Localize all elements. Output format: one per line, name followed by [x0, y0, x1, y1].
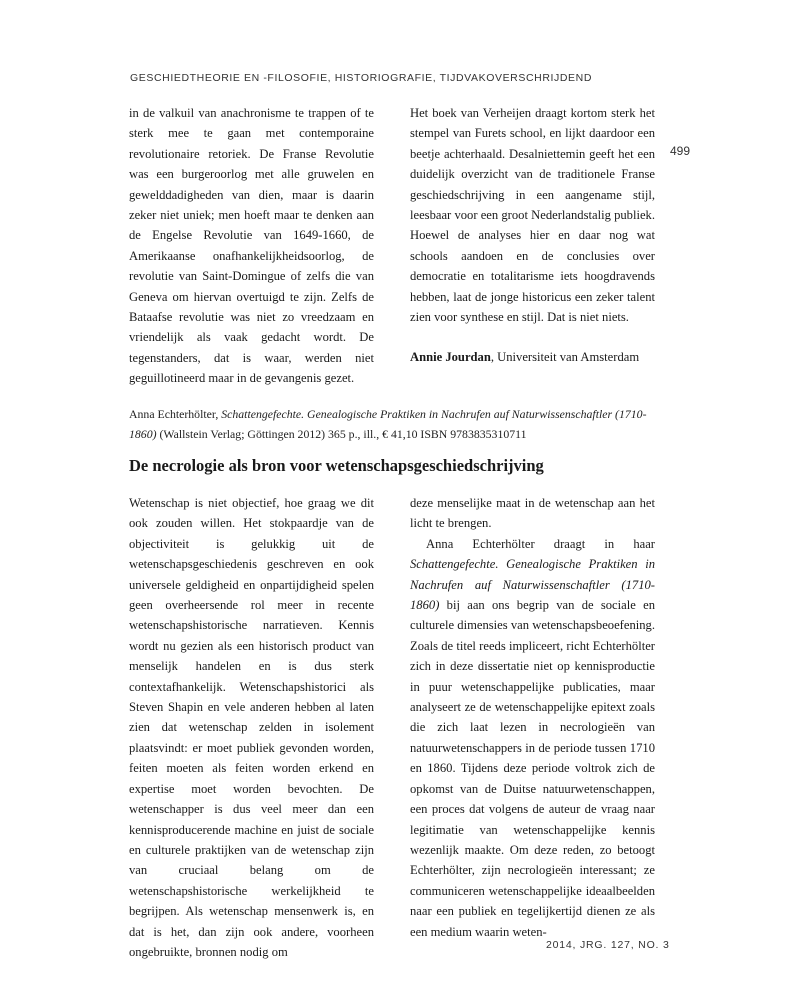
- paragraph: in de valkuil van anachronisme te trappen of te sterk mee te gaan met contemporaine revolutionaire retoriek. De Franse Revolutie was een burgeroorlog met alle gruwelen en gewelddadigheden van dien, maar is daarin zeker niet uniek; men hoeft maar te denken aan de Engelse Revolutie van 1649-1660, de Amerikaanse onafhankelijkheidsoorlog, de revolutie van Saint-Domingue of zelfs die van Geneva om hiervan overtuigd te zijn. Zelfs de Bataafse revolutie was niet zo vreedzaam en vriendelijk als vaak gedacht wordt. De tegenstanders, dat is waar, werden niet geguillotineerd maar in de gevangenis gezet.: [129, 106, 374, 386]
- citation-details: (Wallstein Verlag; Göttingen 2012) 365 p., ill., € 41,10 ISBN 9783835310711: [156, 427, 527, 441]
- book-title-italic: Schattengefechte. Genealogische Praktiken in Nachrufen auf Naturwissenschaftler: [410, 557, 655, 592]
- review-right-column: [410, 493, 655, 942]
- running-head: [130, 72, 690, 158]
- previous-review-left-column: [129, 103, 374, 389]
- review-left-column: [129, 493, 374, 962]
- book-years-italic: (1710-1860): [410, 577, 655, 613]
- text-run: Anna Echterhölter draagt in haar: [426, 536, 655, 551]
- paragraph: Het boek van Verheijen draagt kortom sterk het stempel van Furets school, en lijkt daardoor een beetje achterhaald. Desalniettemin geeft het een duidelijk overzicht van de traditionele Franse geschiedschrijving in een aangename stijl, leesbaar voor een groot Nederlandstalig publiek. Hoewel de analyses hier en daar nog wat schools aandoen en de conclusies over democratie en totalitarisme iets hoogdravends hebben, laat de jonge historicus een zeker talent zien voor synthese en stijl. Dat is niet niets.: [410, 106, 655, 325]
- reviewer-affiliation: , Universiteit van Amsterdam: [490, 350, 640, 365]
- paragraph: [410, 534, 655, 942]
- paragraph: Wetenschap is niet objectief, hoe graag we dit ook zouden willen. Het stokpaardje van de objectiviteit is gelukkig uit de wetenschapsgeschiedenis geschreven en ook universele geldigheid en onpartijdigheid spelen geen overheersende rol meer in recente wetenschapshistorische narratieven. Kennis wordt nu gezien als een historisch product van menselijk handelen en is dus sterk contextafhankelijk. Wetenschapshistorici als Steven Shapin en vele anderen hebben al laten zien dat wetenschap zelden in isolement plaatsvindt: er moet publiek gevonden worden, feiten moeten als feiten worden erkend en expertise moet worden bevochten. De wetenschapper is dus veel meer dan een kennisproducerende machine en juist de sociale en culturele praktijken van de wetenschap zijn van cruciaal belang om de wetenschapshistorische werkelijkheid te begrijpen. Als wetenschap mensenwerk is, en dat is het, dan zijn ook andere, voorheen ongebruikte, bronnen nodig om: [129, 496, 374, 959]
- citation-title: Schattengefechte. Genealogische Praktiken in Nachrufen auf Naturwissenschaftler: [221, 407, 613, 421]
- previous-review-right-column: [410, 103, 655, 368]
- page-number: 499: [669, 144, 690, 158]
- footer-issue: 2014, JRG. 127, NO. 3: [546, 939, 670, 951]
- citation-author: Anna Echterhölter,: [129, 407, 222, 421]
- reviewer-name: Annie Jourdan: [410, 350, 491, 365]
- book-citation: [129, 404, 669, 444]
- paragraph: deze menselijke maat in de wetenschap aan het licht te brengen.: [410, 496, 655, 531]
- citation-years: (1710-1860): [129, 407, 647, 441]
- review-title: De necrologie als bron voor wetenschapsgeschiedschrijving: [129, 456, 544, 475]
- text-run: bij aan ons begrip van de sociale en culturele dimensies van wetenschapsbeoefening. Zoals de titel reeds impliceert, richt Echterhölter zich in deze dissertatie niet op kennisproductie in puur wetenschappelijke publicaties, maar analyseert ze de wetenschappelijke epitext zoals die zich laat lezen in necrologieën van natuurwetenschappers in de periode tussen 1710 en 1860. Tijdens deze periode voltrok zich de opkomst van de Duitse natuurwetenschappen, een proces dat volgens de auteur de vraag naar legitimatie van wetenschappelijke kennis wezenlijk maakte. Om deze reden, zo betoogt Echterhölter, zijn necrologieën interessant; ze communiceren wetenschappelijke ideaalbeelden naar een publiek en tegelijkertijd dienen ze als een medium waarin weten-: [410, 598, 655, 939]
- running-head-title: GESCHIEDTHEORIE EN -FILOSOFIE, HISTORIOGRAFIE, TIJDVAKOVERSCHRIJDEND: [130, 72, 593, 84]
- reviewer-signature: [410, 347, 655, 367]
